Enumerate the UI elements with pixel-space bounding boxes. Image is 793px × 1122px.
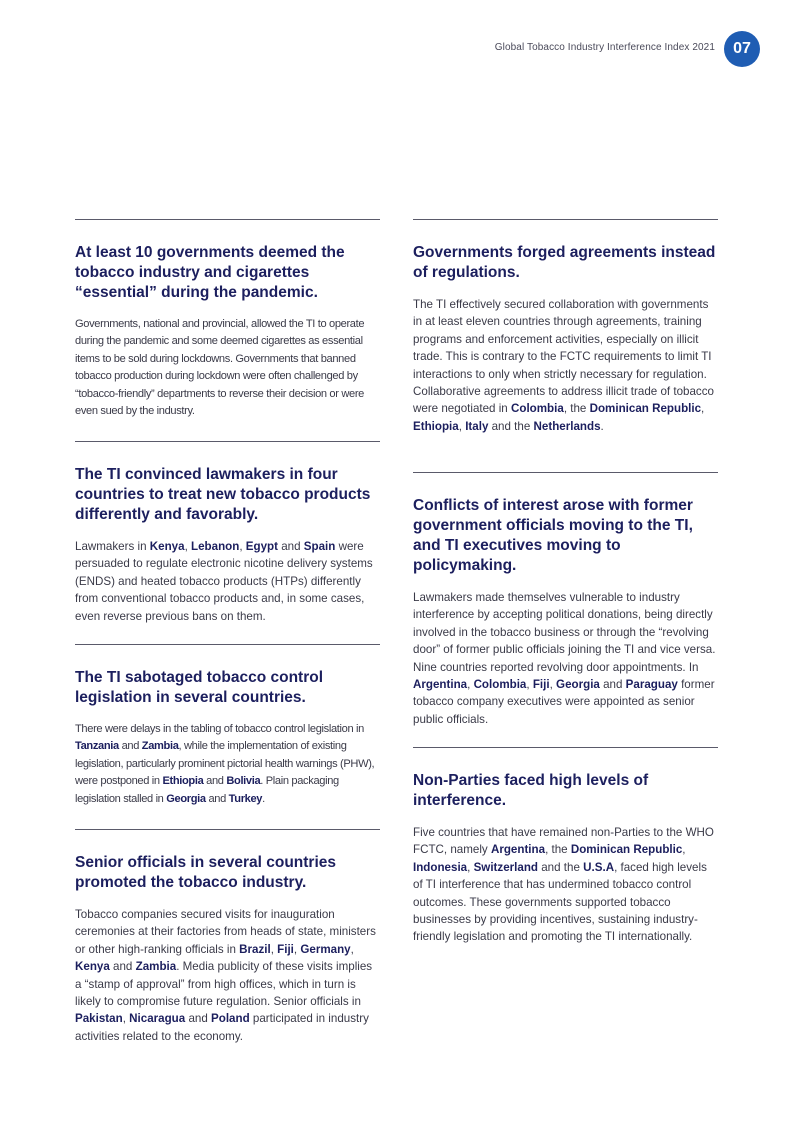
- section-body: There were delays in the tabling of tobacco control legislation in Tanzania and Zambia, while the implementation of existing legislation, particularly prominent pictorial health warnings (PHW), were postponed in Ethiopia and Bolivia. Plain packaging legislation stalled in Georgia and Turkey.: [75, 723, 375, 805]
- finding-non-parties: [413, 747, 718, 946]
- right-column: [413, 219, 718, 946]
- finding-agreements: [413, 219, 718, 472]
- section-heading: The TI convinced lawmakers in four countries to treat new tobacco products differently and favorably.: [75, 466, 371, 523]
- running-header-title: Global Tobacco Industry Interference Index 2021: [494, 42, 715, 53]
- section-heading: At least 10 governments deemed the tobacco industry and cigarettes “essential” during the pandemic.: [75, 244, 345, 301]
- finding-senior-officials: [75, 829, 380, 1045]
- section-heading: The TI sabotaged tobacco control legislation in several countries.: [75, 669, 324, 706]
- section-body: Lawmakers made themselves vulnerable to industry interference by accepting political donations, being directly involved in the tobacco business or through the “revolving door” of former public officials joining the TI and vice versa. Nine countries reported revolving door appointments. In Argentina, Colombia, Fiji, Georgia and Paraguay former tobacco company executives were appointed as senior public officials.: [413, 591, 716, 726]
- finding-conflicts-of-interest: [413, 472, 718, 747]
- finding-sabotaged-legislation: [75, 644, 380, 829]
- section-body: Lawmakers in Kenya, Lebanon, Egypt and Spain were persuaded to regulate electronic nicotine delivery systems (ENDS) and heated tobacco products (HTPs) differently from conventional tobacco products and, in some cases, even reverse previous bans on them.: [75, 540, 373, 623]
- finding-essential-industry: [75, 219, 380, 441]
- section-heading: Non-Parties faced high levels of interference.: [413, 772, 649, 809]
- section-body: Tobacco companies secured visits for inauguration ceremonies at their factories from heads of state, ministers or other high-ranking officials in Brazil, Fiji, Germany, Kenya and Zambia. Media publicity of these visits implies a “stamp of approval” from high offices, which in turn is likely to compromise future regulation. Senior officials in Pakistan, Nicaragua and Poland participated in industry activities related to the economy.: [75, 908, 376, 1043]
- section-body: Governments, national and provincial, allowed the TI to operate during the pandemic and some deemed cigarettes as essential items to be sold during lockdowns. Governments that banned tobacco production during lockdown were often challenged by “tobacco-friendly” departments to reverse their decision or were even sued by the industry.: [75, 318, 365, 418]
- section-body: The TI effectively secured collaboration with governments in at least eleven countries through agreements, training programs and enforcement activities, especially on illicit trade. This is contrary to the FCTC requirements to limit TI interactions to only when strictly necessary for regulation. Collaborative agreements to address illicit trade of tobacco were negotiated in Colombia, the Dominican Republic, Ethiopia, Italy and the Netherlands.: [413, 298, 714, 433]
- section-heading: Governments forged agreements instead of regulations.: [413, 244, 716, 281]
- finding-new-tobacco-products: [75, 441, 380, 644]
- left-column: [75, 219, 380, 1045]
- section-body: Five countries that have remained non-Parties to the WHO FCTC, namely Argentina, the Dominican Republic, Indonesia, Switzerland and the U.S.A, faced high levels of TI interference that has undermined tobacco control outcomes. These governments supported tobacco businesses by providing incentives, sustaining industry-friendly legislation and promoting the TI internationally.: [413, 826, 714, 944]
- section-heading: Conflicts of interest arose with former government officials moving to the TI, and TI executives moving to policymaking.: [413, 497, 693, 574]
- page-number-badge: 07: [724, 31, 760, 67]
- section-heading: Senior officials in several countries promoted the tobacco industry.: [75, 854, 337, 891]
